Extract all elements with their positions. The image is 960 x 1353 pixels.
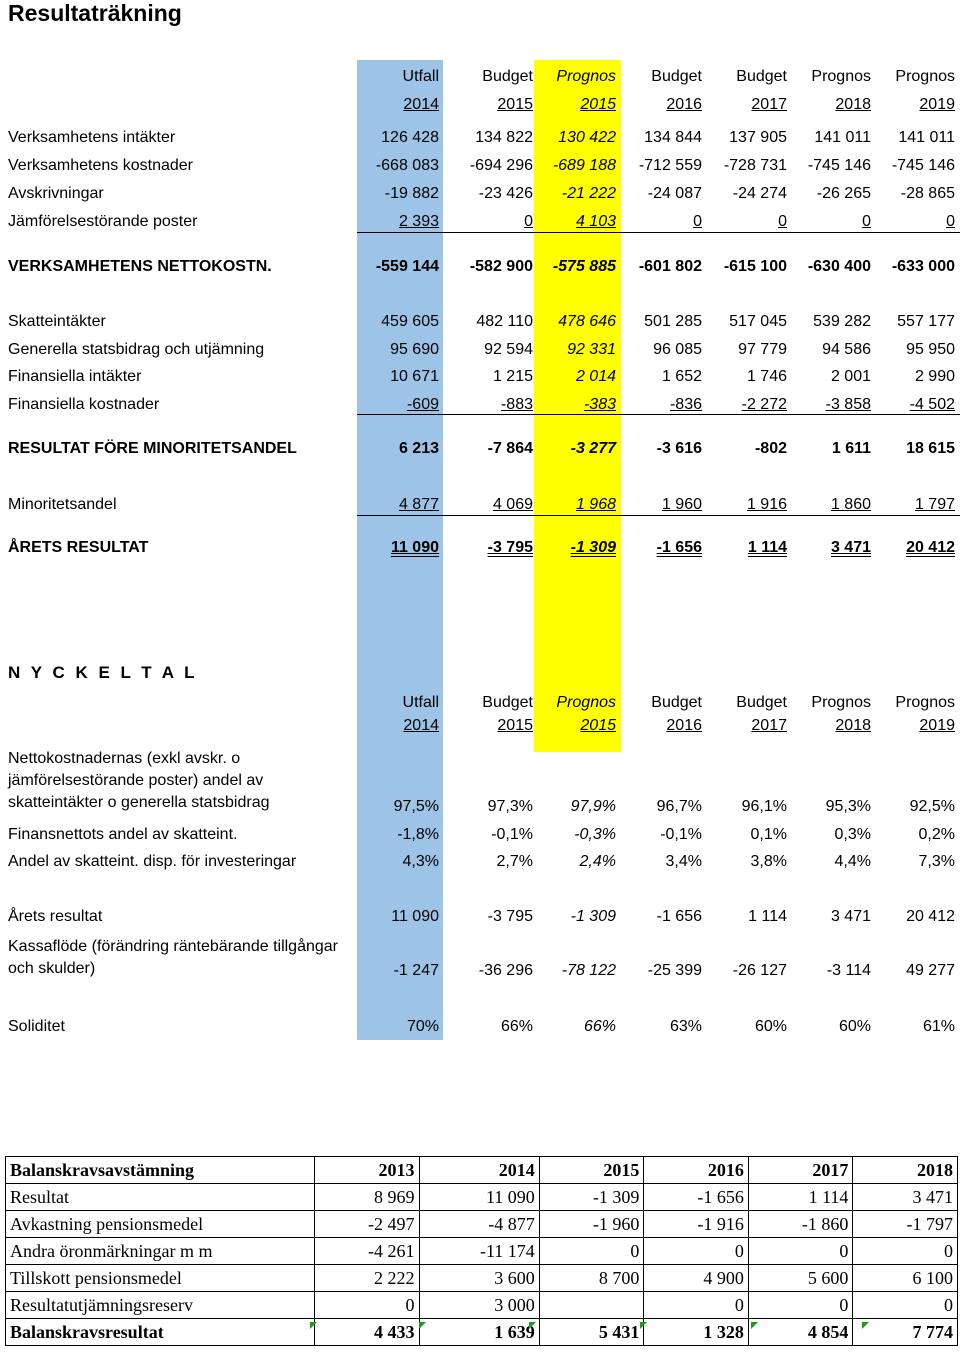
- row-label: Verksamhetens intäkter: [8, 129, 176, 146]
- row-value: -26 127: [732, 962, 787, 979]
- row-value: -3 114: [826, 962, 871, 979]
- row-value: 141 011: [898, 129, 955, 146]
- row-value: 1 611: [831, 440, 871, 457]
- rr-col-year: 2018: [835, 96, 871, 113]
- balans-cell: -11 174: [419, 1238, 539, 1265]
- row-value: 97 779: [738, 341, 787, 358]
- nt-col-year: 2019: [919, 717, 955, 734]
- row-label: Generella statsbidrag och utjämning: [8, 341, 265, 358]
- balans-row-label: Resultat: [6, 1184, 315, 1211]
- row-value: 97,3%: [487, 798, 533, 815]
- row-value: 0: [693, 213, 702, 230]
- row-value: 4 069: [492, 496, 533, 513]
- row-value: 20 412: [906, 539, 955, 556]
- balans-cell: 0: [315, 1292, 420, 1319]
- row-value: -3 277: [570, 440, 616, 457]
- row-value: 1 652: [661, 368, 702, 385]
- row-value: 97,9%: [570, 798, 616, 815]
- row-value: 92 594: [484, 341, 533, 358]
- row-value: -559 144: [375, 258, 439, 275]
- rr-col-type: Budget: [651, 68, 702, 85]
- balans-cell: -4 877: [419, 1211, 539, 1238]
- row-value: 70%: [406, 1018, 439, 1035]
- nt-col-year: 2015: [580, 717, 616, 734]
- row-value: 66%: [583, 1018, 616, 1035]
- row-label: Jämförelsestörande poster: [8, 213, 198, 230]
- row-value: -23 426: [478, 185, 533, 202]
- row-value: -615 100: [723, 258, 787, 275]
- row-value: 1 114: [747, 539, 787, 556]
- row-value: -1 656: [656, 908, 702, 925]
- balans-row: [6, 1211, 958, 1238]
- rr-col-type: Prognos: [811, 68, 871, 85]
- page-title: Resultaträkning: [8, 0, 182, 26]
- row-value: -1 309: [570, 908, 616, 925]
- balans-cell: 3 600: [419, 1265, 539, 1292]
- row-label: RESULTAT FÖRE MINORITETSANDEL: [8, 440, 297, 457]
- balans-cell: 2014: [419, 1157, 539, 1184]
- row-value: -609: [406, 396, 439, 413]
- balans-cell: 2 222: [315, 1265, 420, 1292]
- row-value: -0,1%: [491, 826, 533, 843]
- balans-row: [6, 1184, 958, 1211]
- rr-col-year: 2016: [666, 96, 702, 113]
- rr-col-type: Prognos: [556, 68, 616, 85]
- row-label: Kassaflöde (förändring räntebärande tillgångar och skulder): [8, 938, 338, 977]
- green-marker: [751, 1322, 758, 1329]
- row-value: -21 222: [561, 185, 616, 202]
- row-label: ÅRETS RESULTAT: [8, 539, 149, 556]
- row-value: 49 277: [906, 962, 955, 979]
- rr-col-type: Budget: [736, 68, 787, 85]
- row-value: 2 990: [914, 368, 955, 385]
- row-value: -24 087: [647, 185, 702, 202]
- row-value: 7,3%: [918, 853, 955, 870]
- row-value: 0: [524, 213, 533, 230]
- row-value: 459 605: [381, 313, 439, 330]
- row-value: 0,3%: [834, 826, 871, 843]
- row-value: 501 285: [644, 313, 702, 330]
- row-label: Minoritetsandel: [8, 496, 117, 513]
- rr-col-year: 2015: [497, 96, 533, 113]
- row-label: Soliditet: [8, 1018, 65, 1035]
- green-marker: [862, 1322, 869, 1329]
- row-value: 3 471: [830, 908, 871, 925]
- balans-cell: 0: [539, 1238, 644, 1265]
- row-value: 4,3%: [402, 853, 439, 870]
- row-value: -1 309: [570, 539, 616, 556]
- row-value: -78 122: [561, 962, 616, 979]
- row-value: 126 428: [381, 129, 439, 146]
- row-value: 11 090: [391, 908, 439, 925]
- row-value: 4 877: [398, 496, 439, 513]
- balans-cell: 0: [644, 1292, 749, 1319]
- row-value: 95 690: [390, 341, 439, 358]
- row-value: 2 014: [575, 368, 616, 385]
- balans-cell: -1 916: [644, 1211, 749, 1238]
- row-value: 66%: [500, 1018, 533, 1035]
- balans-cell: 2013: [315, 1157, 420, 1184]
- row-value: 4 103: [575, 213, 616, 230]
- row-value: 137 905: [729, 129, 787, 146]
- row-value: -883: [500, 396, 533, 413]
- balans-cell: 4 854: [748, 1319, 853, 1346]
- row-value: 92,5%: [909, 798, 955, 815]
- rr-col-type: Prognos: [895, 68, 955, 85]
- row-value: 20 412: [906, 908, 955, 925]
- row-value: -1 247: [393, 962, 439, 979]
- row-value: 1 916: [746, 496, 787, 513]
- row-value: 3,4%: [665, 853, 702, 870]
- row-label: VERKSAMHETENS NETTOKOSTN.: [8, 258, 272, 275]
- balans-cell: -1 960: [539, 1211, 644, 1238]
- row-value: 2 393: [398, 213, 439, 230]
- jamf-underline: [357, 232, 960, 233]
- row-value: 1 960: [661, 496, 702, 513]
- row-label: Skatteintäkter: [8, 313, 106, 330]
- balans-cell: 0: [853, 1292, 958, 1319]
- balans-cell: 8 700: [539, 1265, 644, 1292]
- row-value: -3 858: [825, 396, 871, 413]
- row-value: -582 900: [469, 258, 533, 275]
- row-value: -0,1%: [660, 826, 702, 843]
- row-value: 1 114: [748, 908, 787, 925]
- row-value: -28 865: [900, 185, 955, 202]
- balans-row-label: Avkastning pensionsmedel: [6, 1211, 315, 1238]
- row-value: -630 400: [807, 258, 871, 275]
- balans-cell: 8 969: [315, 1184, 420, 1211]
- nt-col-type: Prognos: [556, 694, 616, 711]
- balans-row: [6, 1238, 958, 1265]
- row-value: 1 968: [575, 496, 616, 513]
- balans-cell: 2017: [748, 1157, 853, 1184]
- balans-row-label: Resultatutjämningsreserv: [6, 1292, 315, 1319]
- balans-cell: 5 431: [539, 1319, 644, 1346]
- row-value: 0: [862, 213, 871, 230]
- green-marker: [419, 1322, 426, 1329]
- row-value: -0,3%: [574, 826, 616, 843]
- row-value: 141 011: [814, 129, 871, 146]
- nt-col-year: 2018: [835, 717, 871, 734]
- row-value: -694 296: [469, 157, 533, 174]
- row-value: 517 045: [729, 313, 787, 330]
- row-value: 94 586: [822, 341, 871, 358]
- row-value: 0,1%: [750, 826, 787, 843]
- row-value: 96,1%: [741, 798, 787, 815]
- row-value: -2 272: [741, 396, 787, 413]
- row-value: -668 083: [375, 157, 439, 174]
- row-value: 1 860: [830, 496, 871, 513]
- row-value: -745 146: [807, 157, 871, 174]
- balans-row-label: Balanskravsresultat: [6, 1319, 315, 1346]
- row-value: 0,2%: [918, 826, 955, 843]
- nt-col-type: Prognos: [811, 694, 871, 711]
- row-value: 478 646: [558, 313, 616, 330]
- balans-cell: -1 797: [853, 1211, 958, 1238]
- row-value: 0: [946, 213, 955, 230]
- balans-cell: 7 774: [853, 1319, 958, 1346]
- row-value: -25 399: [647, 962, 702, 979]
- row-value: -575 885: [552, 258, 616, 275]
- rr-col-type: Budget: [482, 68, 533, 85]
- row-value: -1,8%: [397, 826, 439, 843]
- balans-cell: 11 090: [419, 1184, 539, 1211]
- balans-cell: 2018: [853, 1157, 958, 1184]
- balans-cell: 3 000: [419, 1292, 539, 1319]
- balans-row: [6, 1292, 958, 1319]
- balans-cell: 1 639: [419, 1319, 539, 1346]
- row-value: 95,3%: [825, 798, 871, 815]
- green-marker: [529, 1322, 536, 1329]
- row-value: 3,8%: [750, 853, 787, 870]
- nt-col-type: Budget: [651, 694, 702, 711]
- row-label: Avskrivningar: [8, 185, 104, 202]
- row-label: Finansnettots andel av skatteint.: [8, 826, 238, 843]
- nyckeltal-title: N Y C K E L T A L: [8, 663, 198, 682]
- row-value: -7 864: [487, 440, 533, 457]
- row-value: -383: [583, 396, 616, 413]
- balans-cell: 0: [853, 1238, 958, 1265]
- nt-col-year: 2016: [666, 717, 702, 734]
- nt-col-type: Utfall: [402, 694, 439, 711]
- row-value: 134 844: [644, 129, 702, 146]
- balans-cell: [539, 1292, 644, 1319]
- balans-cell: 1 328: [644, 1319, 749, 1346]
- row-label: Finansiella kostnader: [8, 396, 160, 413]
- balans-cell: 5 600: [748, 1265, 853, 1292]
- row-value: -3 795: [487, 908, 533, 925]
- row-value: 60%: [754, 1018, 787, 1035]
- row-value: -24 274: [732, 185, 787, 202]
- row-value: 539 282: [813, 313, 871, 330]
- rr-col-year: 2017: [751, 96, 787, 113]
- nt-col-type: Budget: [482, 694, 533, 711]
- row-value: -4 502: [909, 396, 955, 413]
- row-value: 92 331: [567, 341, 616, 358]
- green-marker: [640, 1322, 647, 1329]
- row-value: 1 746: [746, 368, 787, 385]
- row-value: -36 296: [478, 962, 533, 979]
- row-value: -802: [754, 440, 787, 457]
- rr-col-type: Utfall: [402, 68, 439, 85]
- balans-cell: 2016: [644, 1157, 749, 1184]
- rr-col-year: 2014: [403, 96, 439, 113]
- nt-col-year: 2017: [751, 717, 787, 734]
- balans-cell: -1 860: [748, 1211, 853, 1238]
- balans-cell: 2015: [539, 1157, 644, 1184]
- balans-cell: 4 433: [315, 1319, 420, 1346]
- row-value: -712 559: [638, 157, 702, 174]
- row-value: -1 656: [656, 539, 702, 556]
- row-value: 61%: [922, 1018, 955, 1035]
- fin-underline: [357, 414, 960, 415]
- balans-cell: -4 261: [315, 1238, 420, 1265]
- row-value: -601 802: [638, 258, 702, 275]
- rr-col-year: 2015: [580, 96, 616, 113]
- row-value: -745 146: [891, 157, 955, 174]
- row-value: 2,7%: [496, 853, 533, 870]
- row-value: 0: [778, 213, 787, 230]
- balans-cell: -2 497: [315, 1211, 420, 1238]
- balanskrav-table: [5, 1156, 958, 1346]
- balans-row-label: Balanskravsavstämning: [6, 1157, 315, 1184]
- row-value: 1 215: [492, 368, 533, 385]
- balans-row-label: Andra öronmärkningar m m: [6, 1238, 315, 1265]
- balans-cell: 4 900: [644, 1265, 749, 1292]
- nt-col-type: Budget: [736, 694, 787, 711]
- row-value: -633 000: [891, 258, 955, 275]
- row-value: 1 797: [914, 496, 955, 513]
- balans-cell: 0: [748, 1292, 853, 1319]
- row-value: 3 471: [830, 539, 871, 556]
- balans-total-row: [6, 1319, 958, 1346]
- balans-row: [6, 1265, 958, 1292]
- row-value: 557 177: [897, 313, 955, 330]
- row-value: 6 213: [398, 440, 439, 457]
- row-value: 134 822: [475, 129, 533, 146]
- row-value: 482 110: [476, 313, 533, 330]
- balans-header-row: [6, 1157, 958, 1184]
- balans-cell: 0: [748, 1238, 853, 1265]
- row-value: 10 671: [390, 368, 439, 385]
- row-value: 63%: [669, 1018, 702, 1035]
- minor-underline: [357, 515, 960, 516]
- row-label: Årets resultat: [8, 908, 103, 925]
- row-label: Nettokostnadernas (exkl avskr. o jämförelsestörande poster) andel av skatteintäkter o generella statsbidrag: [8, 750, 270, 811]
- row-value: -836: [669, 396, 702, 413]
- row-value: 60%: [838, 1018, 871, 1035]
- green-marker: [310, 1322, 317, 1329]
- row-value: -3 795: [487, 539, 533, 556]
- balans-row-label: Tillskott pensionsmedel: [6, 1265, 315, 1292]
- rr-col-year: 2019: [919, 96, 955, 113]
- nt-col-year: 2014: [403, 717, 439, 734]
- row-value: 97,5%: [393, 798, 439, 815]
- balans-cell: 1 114: [748, 1184, 853, 1211]
- row-value: 2,4%: [579, 853, 616, 870]
- balans-cell: -1 656: [644, 1184, 749, 1211]
- balans-cell: 3 471: [853, 1184, 958, 1211]
- row-label: Andel av skatteint. disp. för investeringar: [8, 853, 297, 870]
- row-value: -689 188: [552, 157, 616, 174]
- row-value: 130 422: [558, 129, 616, 146]
- row-value: 4,4%: [834, 853, 871, 870]
- row-value: 95 950: [906, 341, 955, 358]
- row-value: 2 001: [830, 368, 871, 385]
- row-label: Verksamhetens kostnader: [8, 157, 193, 174]
- balans-cell: 0: [644, 1238, 749, 1265]
- row-value: -3 616: [656, 440, 702, 457]
- row-value: 18 615: [906, 440, 955, 457]
- nt-col-type: Prognos: [895, 694, 955, 711]
- row-label: Finansiella intäkter: [8, 368, 142, 385]
- row-value: -728 731: [723, 157, 787, 174]
- balans-cell: 6 100: [853, 1265, 958, 1292]
- balans-cell: -1 309: [539, 1184, 644, 1211]
- row-value: -19 882: [384, 185, 439, 202]
- row-value: 96 085: [653, 341, 702, 358]
- row-value: -26 265: [816, 185, 871, 202]
- nt-col-year: 2015: [497, 717, 533, 734]
- row-value: 11 090: [390, 539, 439, 556]
- row-value: 96,7%: [656, 798, 702, 815]
